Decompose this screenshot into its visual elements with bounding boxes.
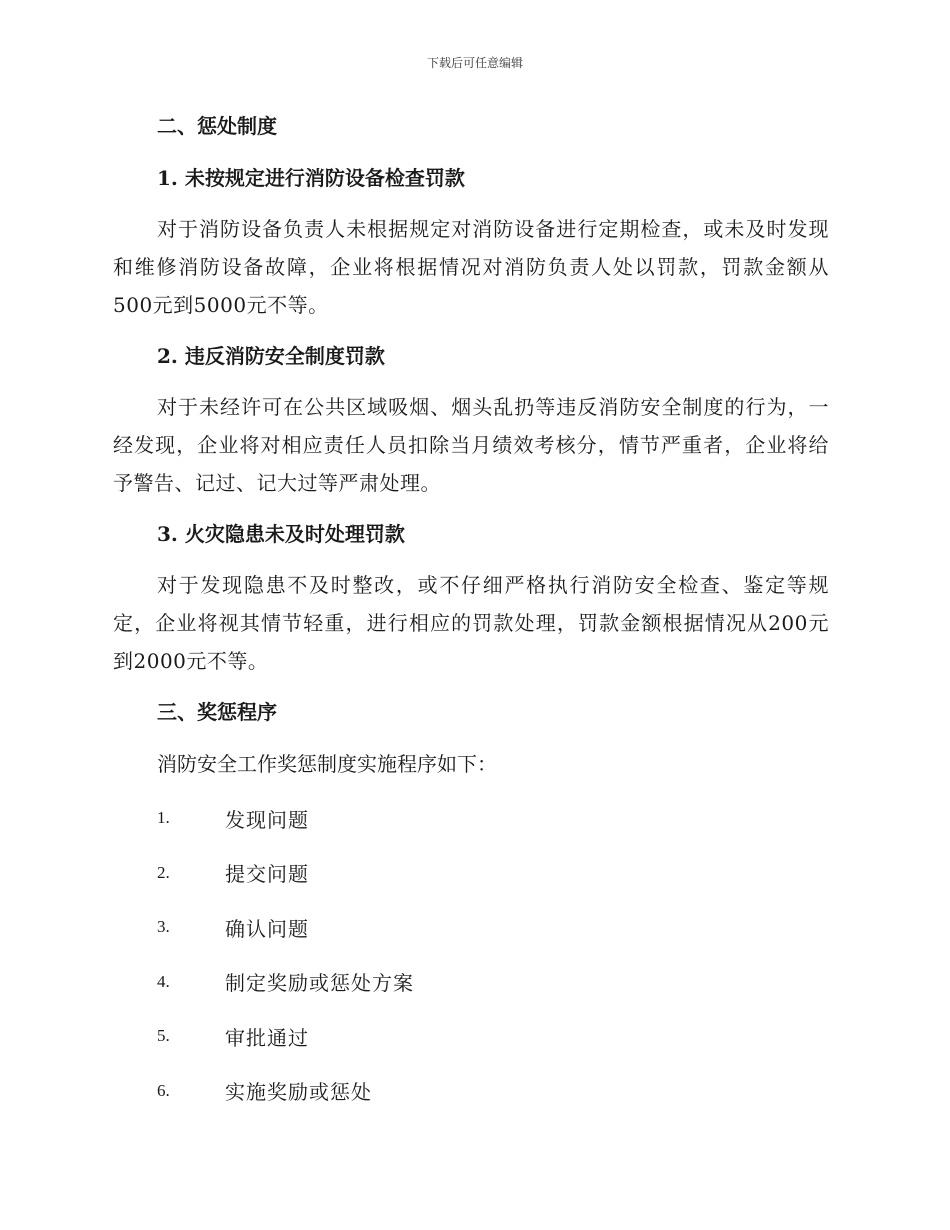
paragraph-3: 对于发现隐患不及时整改，或不仔细严格执行消防安全检查、鉴定等规定，企业将视其情节轻重，进行相应的罚款处理，罚款金额根据情况从200元到2000元不等。 xyxy=(113,573,829,673)
step-number: 1. xyxy=(157,808,170,827)
step-text: 提交问题 xyxy=(225,862,309,886)
step-text: 发现问题 xyxy=(225,807,309,832)
section-heading-penalty: 二、惩处制度 xyxy=(157,114,277,138)
header-note: 下载后可任意编辑 xyxy=(426,56,523,70)
list-item xyxy=(113,800,829,836)
step-number: 2. xyxy=(157,862,170,882)
step-text: 制定奖励或惩处方案 xyxy=(225,971,414,995)
step-number: 3. xyxy=(157,917,170,936)
subsection-title-2: 2. 违反消防安全制度罚款 xyxy=(157,344,385,368)
procedure-steps-list xyxy=(113,800,829,1109)
step-text: 审批通过 xyxy=(225,1025,309,1050)
step-number: 6. xyxy=(157,1080,170,1100)
list-item xyxy=(113,1018,829,1054)
list-item xyxy=(113,855,829,891)
list-item xyxy=(113,964,829,1000)
step-text: 确认问题 xyxy=(225,916,309,941)
subsection-title-3: 3. 火灾隐患未及时处理罚款 xyxy=(157,522,405,546)
subsection-title-1: 1. 未按规定进行消防设备检查罚款 xyxy=(157,166,465,190)
step-text: 实施奖励或惩处 xyxy=(225,1080,372,1104)
procedure-intro: 消防安全工作奖惩制度实施程序如下： xyxy=(157,752,497,776)
list-item xyxy=(113,909,829,945)
step-number: 4. xyxy=(157,971,170,991)
paragraph-2: 对于未经许可在公共区域吸烟、烟头乱扔等违反消防安全制度的行为，一经发现，企业将对相应责任人员扣除当月绩效考核分，情节严重者，企业将给予警告、记过、记大过等严肃处理。 xyxy=(113,395,829,495)
paragraph-1: 对于消防设备负责人未根据规定对消防设备进行定期检查，或未及时发现和维修消防设备故障，企业将根据情况对消防负责人处以罚款，罚款金额从500元到5000元不等。 xyxy=(113,217,829,317)
section-heading-procedure: 三、奖惩程序 xyxy=(157,700,277,724)
document-body xyxy=(113,108,829,1127)
list-item xyxy=(113,1073,829,1109)
step-number: 5. xyxy=(157,1026,170,1045)
